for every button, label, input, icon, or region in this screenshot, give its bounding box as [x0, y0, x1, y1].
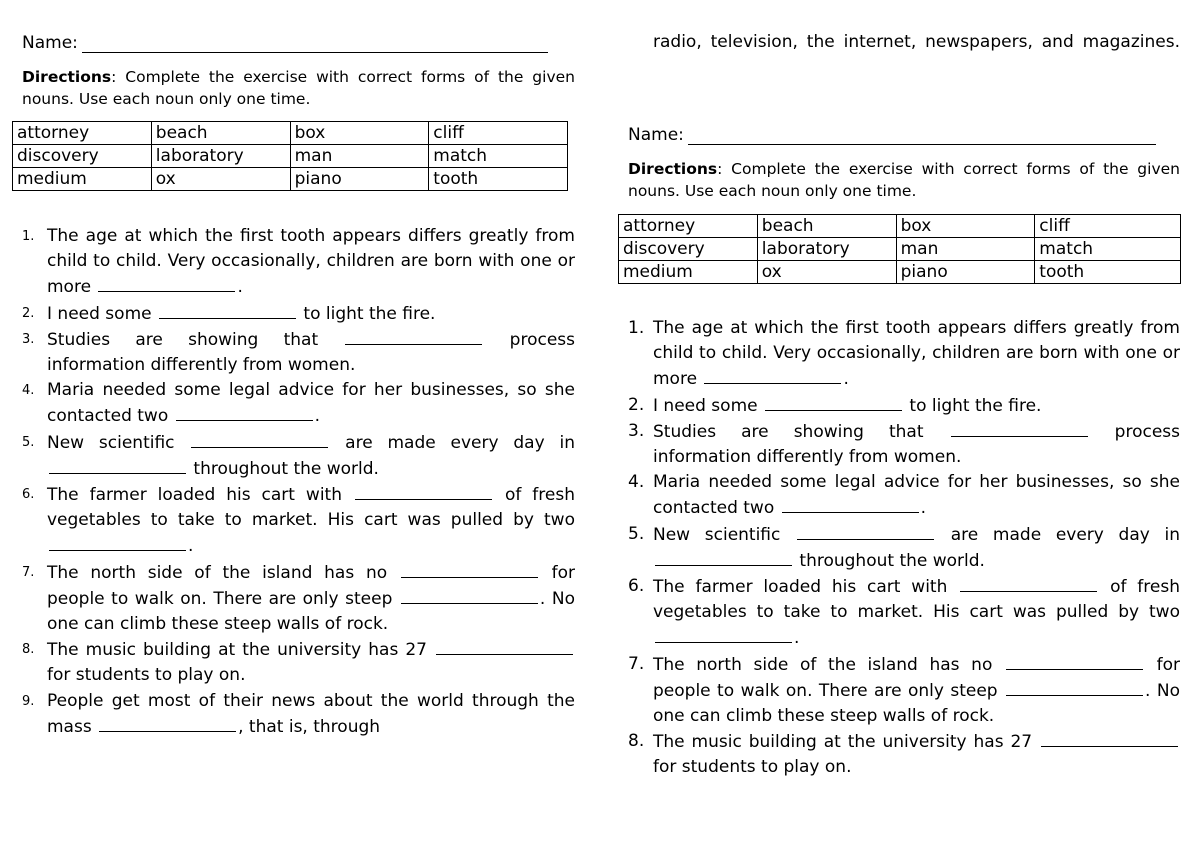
answer-blank[interactable]	[176, 403, 313, 421]
answer-blank[interactable]	[99, 714, 236, 732]
exercise-text: throughout the world.	[794, 550, 985, 571]
word-row	[619, 261, 1181, 284]
answer-blank[interactable]	[655, 548, 792, 566]
exercise-text: of fresh vegetables to take to market. His cart was pulled by two	[653, 577, 1180, 623]
word-table	[618, 214, 1181, 284]
word-cell: medium	[13, 168, 152, 191]
exercise-item	[22, 689, 575, 740]
word-cell: match	[429, 145, 568, 168]
exercise-item	[22, 560, 575, 638]
answer-blank[interactable]	[951, 419, 1088, 437]
exercise-number: 4.	[628, 472, 645, 493]
exercise-text: , that is, through	[238, 716, 381, 737]
exercise-number: 4.	[22, 383, 35, 399]
exercise-item	[22, 430, 575, 482]
exercise-number: 6.	[628, 576, 645, 597]
exercise-list	[22, 224, 575, 740]
exercise-text: process information differently from women.	[47, 329, 576, 376]
word-cell: beach	[757, 215, 896, 238]
exercise-text: Studies are showing that	[653, 421, 949, 442]
exercise-text: .	[188, 536, 194, 557]
exercise-text: The age at which the first tooth appears differs greatly from child to child. Very occasionally, children are born with one or more	[653, 318, 1180, 390]
exercise-item	[22, 301, 575, 327]
answer-blank[interactable]	[797, 522, 934, 540]
answer-blank[interactable]	[355, 482, 492, 500]
continuation-text: radio, television, the internet, newspapers, and magazines.	[653, 32, 1180, 52]
word-cell: cliff	[429, 122, 568, 145]
exercise-text: Maria needed some legal advice for her businesses, so she contacted two	[47, 380, 575, 427]
exercise-number: 2.	[628, 394, 645, 415]
word-cell: box	[290, 122, 429, 145]
exercise-number: 6.	[22, 487, 35, 503]
word-cell: tooth	[1035, 261, 1181, 284]
exercise-text: Studies are showing that	[47, 329, 344, 350]
word-row	[13, 168, 568, 191]
exercise-text: are made every day in	[330, 432, 575, 453]
answer-blank[interactable]	[49, 533, 186, 551]
answer-blank[interactable]	[765, 393, 902, 411]
exercise-text: The age at which the first tooth appears differs greatly from child to child. Very occasionally, children are born with one or more	[47, 226, 575, 298]
exercise-text: I need some	[47, 303, 157, 324]
word-cell: laboratory	[151, 145, 290, 168]
exercise-item	[628, 419, 1180, 470]
word-cell: piano	[896, 261, 1035, 284]
name-blank[interactable]	[688, 127, 1156, 145]
exercise-text: of fresh vegetables to take to market. His cart was pulled by two	[47, 485, 575, 531]
word-cell: ox	[757, 261, 896, 284]
exercise-text: .	[843, 369, 849, 390]
exercise-item	[628, 574, 1180, 652]
exercise-item	[628, 652, 1180, 730]
word-cell: beach	[151, 122, 290, 145]
name-line	[22, 33, 548, 53]
exercise-text: The north side of the island has no	[653, 654, 1004, 675]
directions-text: : Complete the exercise with correct forms of the given nouns. Use each noun only one time.	[22, 68, 575, 108]
word-cell: discovery	[619, 238, 758, 261]
exercise-number: 8.	[22, 642, 35, 658]
exercise-text: The music building at the university has 27	[653, 732, 1039, 753]
exercise-text: process information differently from women.	[653, 421, 1180, 468]
exercise-text: for people to walk on. There are only steep	[47, 562, 576, 609]
exercise-item	[628, 393, 1180, 419]
answer-blank[interactable]	[782, 495, 919, 513]
exercise-text: .	[920, 498, 927, 519]
name-blank[interactable]	[82, 35, 548, 53]
exercise-item	[628, 316, 1180, 393]
answer-blank[interactable]	[704, 366, 841, 384]
word-row	[13, 122, 568, 145]
exercise-number: 5.	[628, 523, 645, 544]
name-line	[628, 125, 1156, 145]
exercise-text: throughout the world.	[188, 458, 379, 479]
exercise-text: .	[794, 628, 800, 649]
exercise-text: to light the fire.	[298, 303, 436, 324]
answer-blank[interactable]	[345, 327, 482, 345]
exercise-text: The music building at the university has 27	[47, 640, 434, 661]
exercise-number: 2.	[22, 305, 35, 321]
directions-label: Directions	[628, 160, 718, 178]
answer-blank[interactable]	[1006, 652, 1143, 670]
exercise-number: 8.	[628, 731, 645, 752]
exercise-text: are made every day in	[936, 524, 1180, 545]
word-cell: cliff	[1035, 215, 1181, 238]
word-row	[13, 145, 568, 168]
word-cell: man	[896, 238, 1035, 261]
continuation-line-1	[653, 30, 1180, 55]
exercise-text: Maria needed some legal advice for her businesses, so she contacted two	[653, 472, 1180, 519]
exercise-number: 7.	[22, 564, 35, 580]
exercise-item	[22, 224, 575, 301]
exercise-list	[628, 316, 1180, 781]
exercise-number: 7.	[628, 653, 645, 674]
word-cell: discovery	[13, 145, 152, 168]
word-cell: man	[290, 145, 429, 168]
word-cell: laboratory	[757, 238, 896, 261]
exercise-text: New scientific	[47, 432, 190, 453]
answer-blank[interactable]	[401, 560, 538, 578]
exercise-text: I need some	[653, 395, 763, 416]
exercise-text: The farmer loaded his cart with	[47, 485, 353, 506]
exercise-item	[628, 470, 1180, 521]
exercise-item	[22, 378, 575, 429]
word-cell: tooth	[429, 168, 568, 191]
exercise-text: . No one can climb these steep walls of rock.	[47, 588, 575, 635]
answer-blank[interactable]	[1041, 729, 1178, 747]
exercise-text: for people to walk on. There are only steep	[653, 654, 1181, 701]
answer-blank[interactable]	[159, 301, 296, 319]
directions	[22, 66, 575, 110]
name-label: Name:	[22, 33, 78, 53]
exercise-9-continuation	[653, 30, 1180, 55]
word-row	[619, 215, 1181, 238]
answer-blank[interactable]	[655, 625, 792, 643]
exercise-text: People get most of their news about the world through the mass	[47, 690, 575, 737]
word-cell: attorney	[619, 215, 758, 238]
exercise-number: 5.	[22, 434, 35, 450]
exercise-item	[22, 637, 575, 688]
answer-blank[interactable]	[191, 430, 328, 448]
name-label: Name:	[628, 125, 684, 145]
word-cell: attorney	[13, 122, 152, 145]
exercise-text: New scientific	[653, 524, 796, 545]
exercise-text: to light the fire.	[904, 395, 1042, 416]
word-row	[619, 238, 1181, 261]
answer-blank[interactable]	[1006, 678, 1143, 696]
answer-blank[interactable]	[436, 637, 573, 655]
exercise-text: .	[237, 277, 243, 298]
directions	[628, 158, 1180, 202]
directions-label: Directions	[22, 68, 112, 86]
answer-blank[interactable]	[49, 456, 186, 474]
exercise-item	[22, 327, 575, 378]
exercise-item	[628, 729, 1180, 780]
exercise-number: 1.	[22, 229, 35, 244]
exercise-text: . No one can climb these steep walls of rock.	[653, 680, 1180, 727]
word-table	[12, 121, 568, 191]
exercise-text: The farmer loaded his cart with	[653, 577, 959, 598]
word-cell: medium	[619, 261, 758, 284]
exercise-number: 1.	[628, 318, 645, 338]
exercise-text: .	[314, 406, 321, 427]
answer-blank[interactable]	[960, 574, 1097, 592]
directions-text: : Complete the exercise with correct forms of the given nouns. Use each noun only one time.	[628, 160, 1180, 200]
word-cell: box	[896, 215, 1035, 238]
answer-blank[interactable]	[401, 586, 538, 604]
exercise-item	[22, 482, 575, 560]
exercise-text: for students to play on.	[653, 757, 852, 778]
exercise-text: The north side of the island has no	[47, 562, 399, 583]
word-cell: match	[1035, 238, 1181, 261]
exercise-text: for students to play on.	[47, 665, 246, 686]
exercise-number: 3.	[22, 331, 35, 347]
exercise-number: 3.	[628, 420, 645, 441]
word-cell: ox	[151, 168, 290, 191]
exercise-item	[628, 522, 1180, 574]
answer-blank[interactable]	[98, 274, 235, 292]
word-cell: piano	[290, 168, 429, 191]
exercise-number: 9.	[22, 693, 35, 709]
